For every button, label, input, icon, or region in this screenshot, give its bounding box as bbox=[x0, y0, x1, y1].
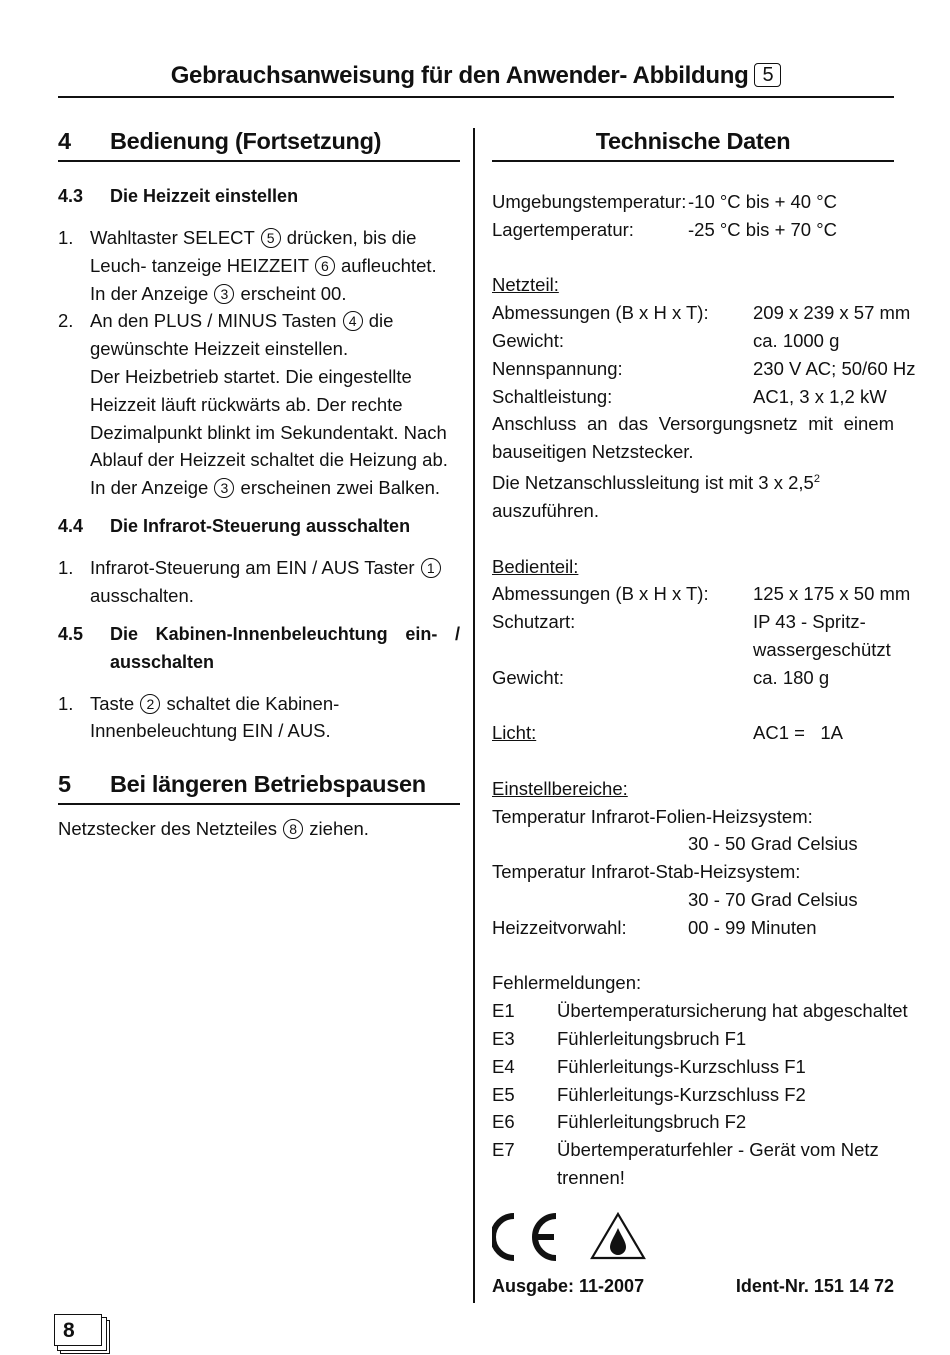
error-row: E7 Übertemperaturfehler - Gerät vom Netz bbox=[492, 1139, 879, 1161]
spec-row: Lagertemperatur: -25 °C bis + 70 °C bbox=[492, 218, 837, 240]
spec-value: 30 - 70 Grad Celsius bbox=[688, 889, 858, 911]
licht-spec bbox=[492, 719, 894, 747]
list-text: Infrarot-Steuerung am EIN / AUS Taster 1 ausschalten. bbox=[90, 554, 460, 610]
spec-row: Abmessungen (B x H x T): 209 x 239 x 57 mm bbox=[492, 302, 911, 324]
ref-circle: 8 bbox=[283, 819, 303, 839]
spec-row: Gewicht: ca. 1000 g bbox=[492, 329, 840, 351]
list-text: An den PLUS / MINUS Tasten 4 die gewünschte Heizzeit einstellen. Der Heizbetrieb startet. Die eingestellte Heizzeit läuft rückwärts ab. Der rechte Dezimalpunkt blinkt im Sekundentakt. Nach Ablauf der Heizzeit schaltet die Heizung ab. In der Anzeige 3 erscheinen zwei Balken. bbox=[90, 310, 448, 499]
section-number: 4 bbox=[58, 128, 71, 154]
ref-circle: 3 bbox=[214, 284, 234, 304]
section-4-5-heading bbox=[58, 620, 460, 676]
spec-row: Nennspannung: 230 V AC; 50/60 Hz bbox=[492, 357, 916, 379]
spec-row: Licht: AC1 = 1A bbox=[492, 722, 843, 744]
ref-circle: 1 bbox=[421, 558, 441, 578]
spec-label: Temperatur Infrarot-Stab-Heizsystem: bbox=[492, 861, 801, 883]
list-number: 1. bbox=[58, 692, 74, 714]
error-row: E1 Übertemperatursicherung hat abgeschaltet bbox=[492, 1000, 908, 1022]
figure-number-box: 5 bbox=[754, 63, 781, 87]
page-number: 8 bbox=[54, 1314, 102, 1346]
list-item bbox=[58, 224, 460, 307]
section-4-3-list bbox=[58, 224, 460, 502]
einstell-label: Einstellbereiche: bbox=[492, 777, 628, 799]
section-5-text: Netzstecker des Netzteiles 8 ziehen. bbox=[58, 818, 369, 840]
spec-row: Heizzeitvorwahl: 00 - 99 Minuten bbox=[492, 916, 817, 938]
bedienteil-label: Bedienteil: bbox=[492, 555, 579, 577]
section-title: Bedienung (Fortsetzung) bbox=[110, 128, 382, 154]
list-item bbox=[58, 690, 460, 746]
list-item bbox=[58, 554, 460, 610]
section-4-heading bbox=[58, 124, 460, 162]
ce-mark-icon bbox=[492, 1212, 652, 1262]
error-row: E3 Fühlerleitungsbruch F1 bbox=[492, 1028, 747, 1050]
ref-circle: 4 bbox=[343, 311, 363, 331]
spec-value: 30 - 50 Grad Celsius bbox=[688, 833, 858, 855]
list-text: Wahltaster SELECT 5 drücken, bis die Leuch- tanzeige HEIZZEIT 6 aufleuchtet. In der Anzeige 3 erscheint 00. bbox=[90, 227, 437, 304]
section-number: 5 bbox=[58, 771, 71, 798]
ident-number: Ident-Nr. 151 14 72 bbox=[735, 1276, 894, 1296]
section-4-3-heading bbox=[58, 182, 460, 210]
list-number: 2. bbox=[58, 310, 74, 332]
ref-circle: 2 bbox=[140, 694, 160, 714]
error-row: E6 Fühlerleitungsbruch F2 bbox=[492, 1111, 747, 1133]
ref-circle: 5 bbox=[261, 228, 281, 248]
section-4-5-list bbox=[58, 690, 460, 746]
section-4-4-list bbox=[58, 554, 460, 610]
spec-row: Abmessungen (B x H x T): 125 x 175 x 50 mm bbox=[492, 583, 911, 605]
spec-row: wassergeschützt bbox=[753, 638, 891, 660]
list-number: 1. bbox=[58, 227, 74, 248]
spec-row: Schaltleistung: AC1, 3 x 1,2 kW bbox=[492, 385, 887, 407]
subsection-number: 4.5 bbox=[58, 623, 84, 644]
error-row: E5 Fühlerleitungs-Kurzschluss F2 bbox=[492, 1083, 806, 1105]
subsection-number: 4.3 bbox=[58, 186, 84, 206]
netz-cable-text: Die Netzanschlussleitung ist mit 3 x $2,5^2$ auszuführen. bbox=[492, 472, 820, 521]
list-text: Taste 2 schaltet die Kabinen-Innenbeleuchtung EIN / AUS. bbox=[90, 692, 340, 742]
einstell-specs bbox=[492, 775, 894, 942]
edition-date: Ausgabe: 11-2007 bbox=[492, 1276, 645, 1296]
page-title-text: Gebrauchsanweisung für den Anwender- Abbildung bbox=[170, 62, 749, 89]
subsection-title: Die Kabinen-Innenbeleuchtung ein- / ausschalten bbox=[110, 623, 460, 672]
ref-circle: 3 bbox=[214, 478, 234, 498]
netzteil-specs bbox=[492, 271, 916, 524]
environment-specs bbox=[492, 188, 894, 244]
error-codes bbox=[492, 969, 908, 1191]
column-divider bbox=[473, 128, 475, 1303]
tech-data-heading: Technische Daten bbox=[492, 124, 894, 162]
document-footer bbox=[492, 1276, 894, 1297]
right-column bbox=[492, 124, 916, 1192]
warning-triangle-icon bbox=[592, 1214, 644, 1258]
section-5-heading bbox=[58, 767, 460, 805]
error-row: E4 Fühlerleitungs-Kurzschluss F1 bbox=[492, 1055, 806, 1077]
certification-marks bbox=[492, 1212, 652, 1262]
section-4-4-heading bbox=[58, 512, 460, 540]
fehler-label: Fehlermeldungen: bbox=[492, 972, 642, 994]
spec-row: Schutzart: IP 43 - Spritz- bbox=[492, 611, 866, 633]
netz-connection-text: Anschluss an das Versorgungsnetz mit einem bauseitigen Netzstecker. bbox=[492, 413, 894, 463]
subsection-number: 4.4 bbox=[58, 515, 84, 536]
section-title: Bei längeren Betriebspausen bbox=[110, 771, 426, 798]
netzteil-label: Netzteil: bbox=[492, 274, 559, 296]
spec-label: Temperatur Infrarot-Folien-Heizsystem: bbox=[492, 805, 813, 827]
spec-row: Gewicht: ca. 180 g bbox=[492, 666, 830, 688]
page-title bbox=[58, 58, 894, 98]
list-item bbox=[58, 307, 460, 502]
subsection-title: Die Heizzeit einstellen bbox=[110, 186, 299, 206]
left-column bbox=[58, 124, 460, 843]
bedienteil-specs bbox=[492, 553, 911, 692]
subsection-title: Die Infrarot-Steuerung ausschalten bbox=[110, 515, 411, 536]
list-number: 1. bbox=[58, 556, 74, 578]
spec-row: Umgebungstemperatur: -10 °C bis + 40 °C bbox=[492, 191, 837, 212]
ref-circle: 6 bbox=[315, 256, 335, 276]
error-row: trennen! bbox=[557, 1167, 625, 1189]
